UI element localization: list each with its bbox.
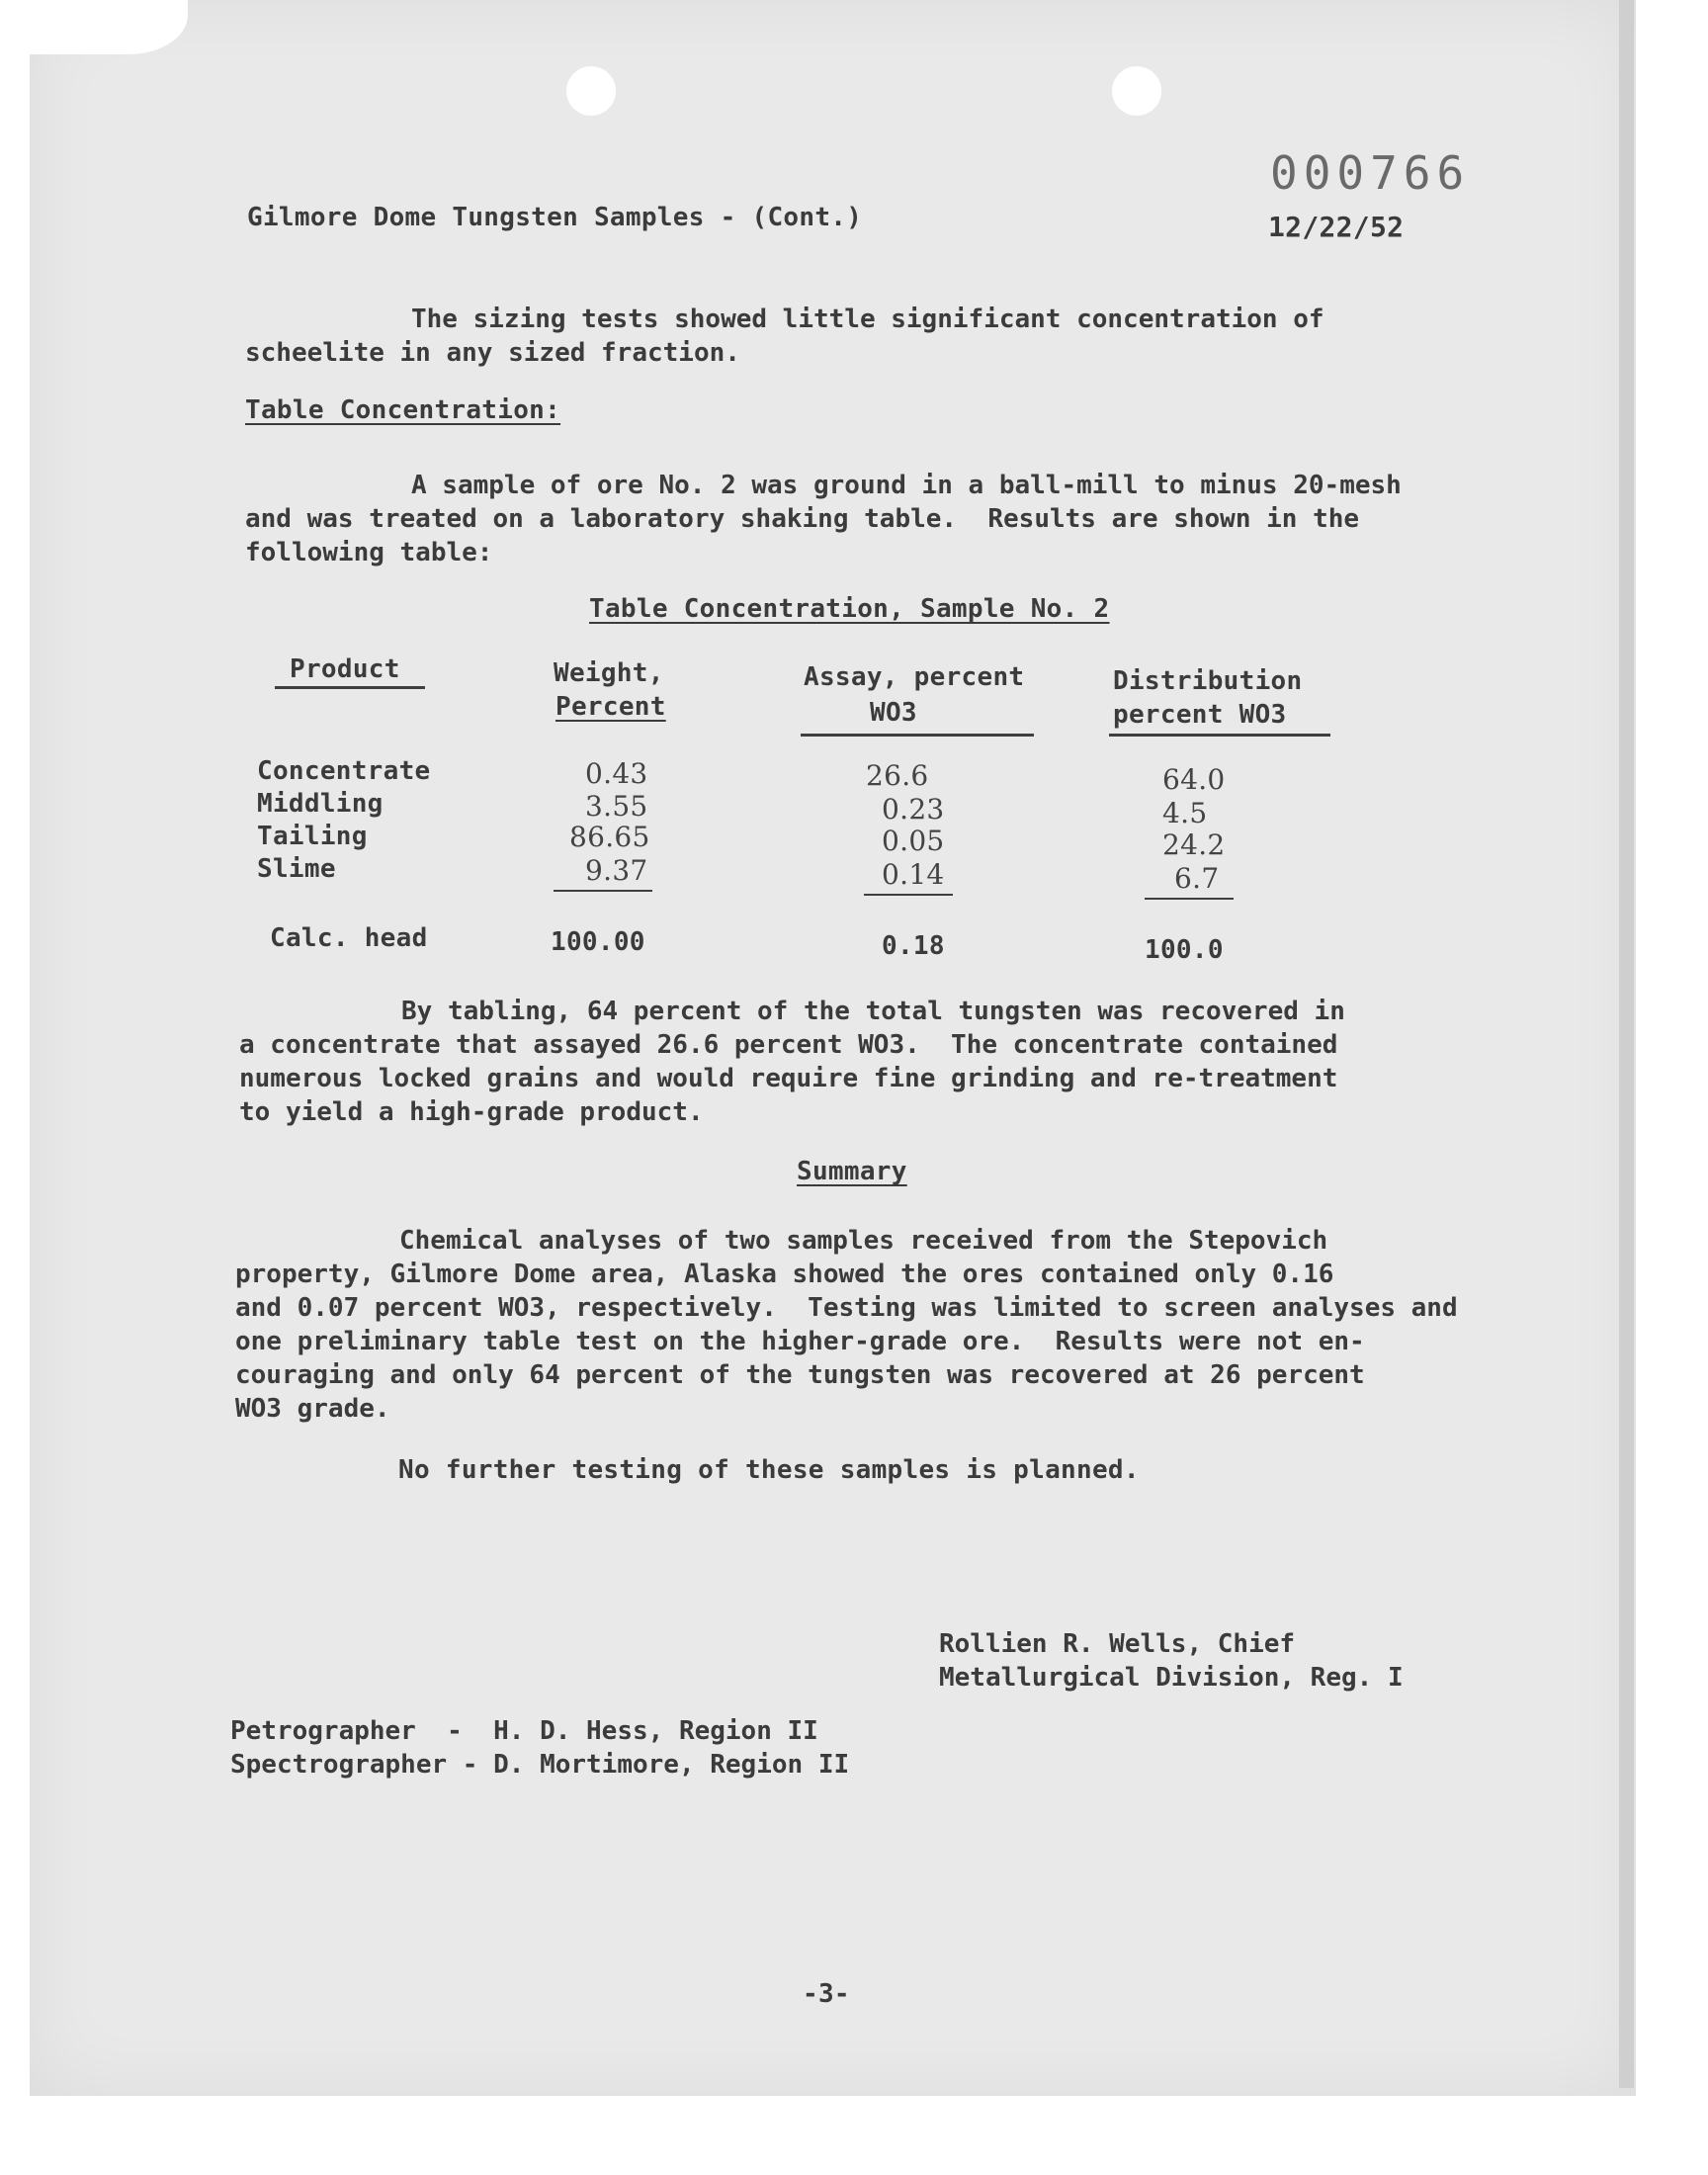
header-distribution: Distribution bbox=[1113, 666, 1303, 696]
signature-block bbox=[939, 1627, 1404, 1695]
row-distribution: 24.2 bbox=[1162, 828, 1226, 861]
text-line: to yield a high-grade product. bbox=[239, 1097, 704, 1127]
text-line: and was treated on a laboratory shaking table. Results are shown in the bbox=[245, 504, 1360, 534]
text-line: following table: bbox=[245, 538, 493, 567]
signature-name: Rollien R. Wells, Chief bbox=[939, 1629, 1296, 1659]
row-product: Slime bbox=[257, 854, 336, 884]
text-line: couraging and only 64 percent of the tungsten was recovered at 26 percent bbox=[235, 1360, 1365, 1390]
row-distribution: 4.5 bbox=[1162, 797, 1208, 829]
page-edge bbox=[1619, 0, 1634, 2088]
text-line: and 0.07 percent WO3, respectively. Testing was limited to screen analyses and bbox=[235, 1293, 1458, 1323]
punch-hole-right bbox=[1112, 66, 1161, 116]
section-heading: Table Concentration: bbox=[245, 395, 561, 425]
row-assay: 0.05 bbox=[882, 825, 945, 857]
tabling-paragraph bbox=[239, 995, 1345, 1129]
summary-paragraph bbox=[235, 1224, 1458, 1426]
sample-paragraph bbox=[245, 469, 1402, 569]
sum-rule bbox=[864, 894, 953, 896]
row-assay: 0.23 bbox=[882, 793, 945, 826]
document-date: 12/22/52 bbox=[1268, 211, 1405, 243]
header-rule bbox=[801, 734, 1034, 737]
text-line: WO3 grade. bbox=[235, 1394, 390, 1424]
text-line: A sample of ore No. 2 was ground in a ball-mill to minus 20-mesh bbox=[411, 471, 1402, 500]
intro-paragraph bbox=[245, 303, 1324, 370]
text-line: one preliminary table test on the higher-grade ore. Results were not en- bbox=[235, 1327, 1365, 1356]
text-line: property, Gilmore Dome area, Alaska showed the ores contained only 0.16 bbox=[235, 1260, 1334, 1289]
document-title: Gilmore Dome Tungsten Samples - (Cont.) bbox=[247, 203, 863, 232]
row-assay: 26.6 bbox=[866, 759, 929, 792]
credits-block bbox=[230, 1714, 849, 1782]
torn-corner bbox=[0, 0, 188, 54]
signature-title: Metallurgical Division, Reg. I bbox=[939, 1663, 1404, 1693]
row-weight: 3.55 bbox=[585, 790, 648, 823]
row-assay: 0.14 bbox=[882, 858, 945, 891]
sum-rule bbox=[554, 890, 652, 892]
text-line: By tabling, 64 percent of the total tungsten was recovered in bbox=[401, 997, 1345, 1026]
header-rule bbox=[275, 686, 425, 689]
header-rule bbox=[1109, 734, 1330, 737]
text-line: numerous locked grains and would require fine grinding and re-treatment bbox=[239, 1064, 1338, 1093]
header-distribution-unit: percent WO3 bbox=[1113, 700, 1287, 730]
credit-line: Petrographer - H. D. Hess, Region II bbox=[230, 1716, 818, 1746]
text-line: Chemical analyses of two samples received from the Stepovich bbox=[399, 1226, 1328, 1256]
sum-rule bbox=[1145, 898, 1234, 900]
header-assay-unit: WO3 bbox=[870, 698, 917, 728]
credit-line: Spectrographer - D. Mortimore, Region II bbox=[230, 1750, 850, 1780]
header-weight: Weight, bbox=[554, 658, 664, 688]
total-assay: 0.18 bbox=[882, 931, 945, 961]
text-line: The sizing tests showed little significant concentration of bbox=[411, 304, 1324, 334]
text-line: scheelite in any sized fraction. bbox=[245, 338, 740, 368]
header-assay: Assay, percent bbox=[804, 662, 1025, 692]
row-product: Middling bbox=[257, 789, 384, 819]
closing-statement: No further testing of these samples is planned. bbox=[398, 1455, 1140, 1485]
text-line: a concentrate that assayed 26.6 percent WO3. The concentrate contained bbox=[239, 1030, 1338, 1060]
header-product: Product bbox=[290, 654, 400, 684]
punch-hole-left bbox=[566, 66, 616, 116]
total-label: Calc. head bbox=[270, 923, 428, 953]
stamp-number: 000766 bbox=[1270, 146, 1471, 200]
row-weight: 9.37 bbox=[585, 854, 648, 887]
total-distribution: 100.0 bbox=[1145, 935, 1224, 965]
header-weight-unit: Percent bbox=[555, 692, 666, 722]
table-caption: Table Concentration, Sample No. 2 bbox=[589, 594, 1110, 624]
row-distribution: 6.7 bbox=[1174, 862, 1220, 895]
row-weight: 0.43 bbox=[585, 757, 648, 790]
page-number: -3- bbox=[803, 1979, 850, 2009]
row-product: Concentrate bbox=[257, 756, 431, 786]
summary-heading: Summary bbox=[797, 1157, 907, 1186]
row-distribution: 64.0 bbox=[1162, 763, 1226, 796]
total-weight: 100.00 bbox=[551, 927, 645, 957]
row-product: Tailing bbox=[257, 822, 368, 851]
row-weight: 86.65 bbox=[569, 821, 650, 853]
